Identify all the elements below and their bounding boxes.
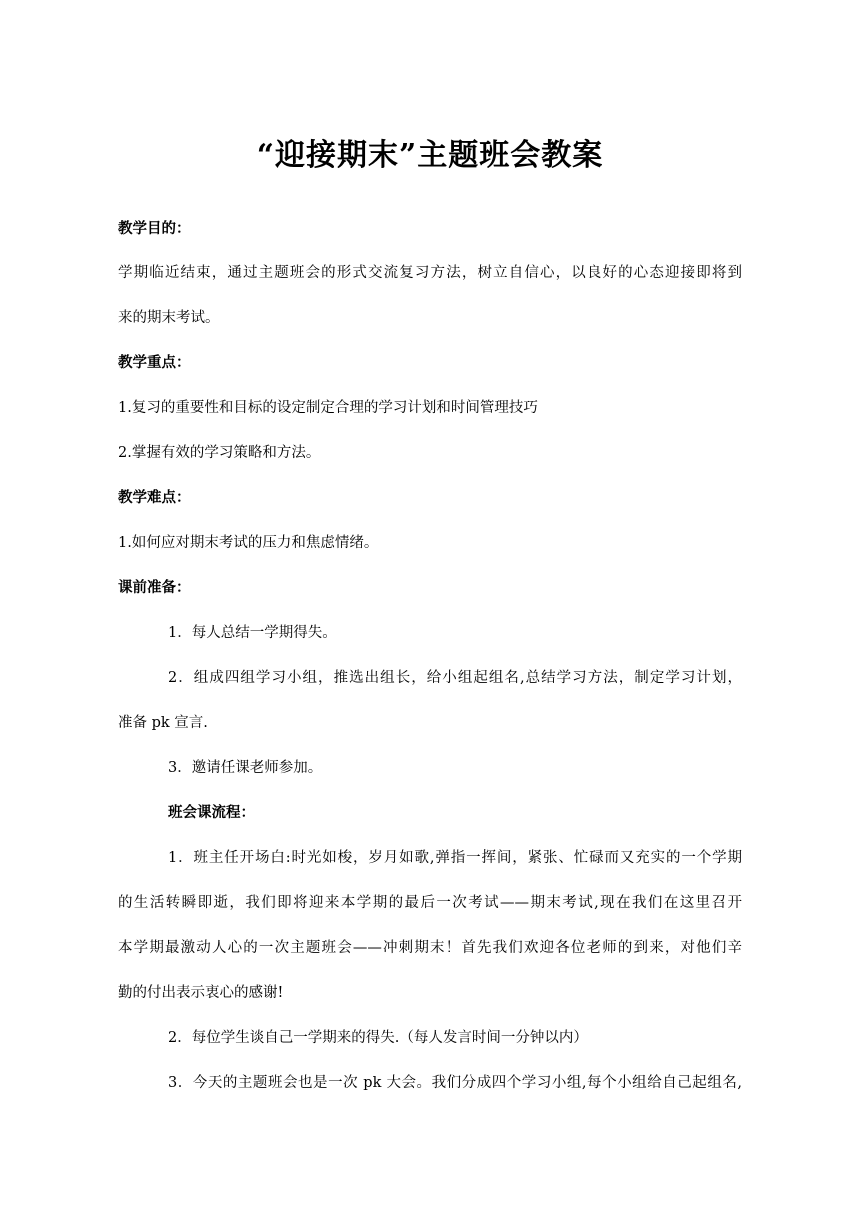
list-item: 1．每人总结一学期得失。 (168, 625, 337, 641)
heading-difficulties: 教学难点： (118, 489, 191, 506)
list-item: 2．每位学生谈自己一学期来的得失.（每人发言时间一分钟以内） (168, 1030, 588, 1046)
document-title: “迎接期末”主题班会教案 (256, 138, 604, 173)
list-item: 2．组成四组学习小组，推选出组长，给小组起组名,总结学习方法，制定学习计划， (168, 670, 742, 686)
list-item: 3．邀请任课老师参加。 (168, 760, 323, 776)
paragraph-line: 的生活转瞬即逝，我们即将迎来本学期的最后一次考试——期末考试,现在我们在这里召开 (118, 895, 742, 911)
heading-key-points: 教学重点： (118, 354, 191, 371)
list-item: 3．今天的主题班会也是一次 pk 大会。我们分成四个学习小组,每个小组给自己起组名, (168, 1075, 742, 1091)
list-item: 1．班主任开场白:时光如梭，岁月如歌,弹指一挥间，紧张、忙碌而又充实的一个学期 (168, 850, 742, 866)
list-item: 1.如何应对期末考试的压力和焦虑情绪。 (118, 535, 379, 551)
paragraph-line: 学期临近结束，通过主题班会的形式交流复习方法，树立自信心，以良好的心态迎接即将到 (118, 265, 742, 281)
list-item: 1.复习的重要性和目标的设定制定合理的学习计划和时间管理技巧 (118, 400, 538, 416)
paragraph-line: 来的期末考试。 (118, 310, 220, 326)
heading-objective: 教学目的： (118, 220, 191, 237)
list-item: 2.掌握有效的学习策略和方法。 (118, 445, 321, 461)
heading-process: 班会课流程： (168, 804, 255, 821)
paragraph-line: 勤的付出表示衷心的感谢! (118, 985, 284, 1001)
paragraph-line: 本学期最激动人心的一次主题班会——冲刺期末！首先我们欢迎各位老师的到来，对他们辛 (118, 940, 742, 956)
paragraph-line: 准备 pk 宣言. (118, 715, 208, 731)
heading-preparation: 课前准备： (118, 579, 191, 596)
